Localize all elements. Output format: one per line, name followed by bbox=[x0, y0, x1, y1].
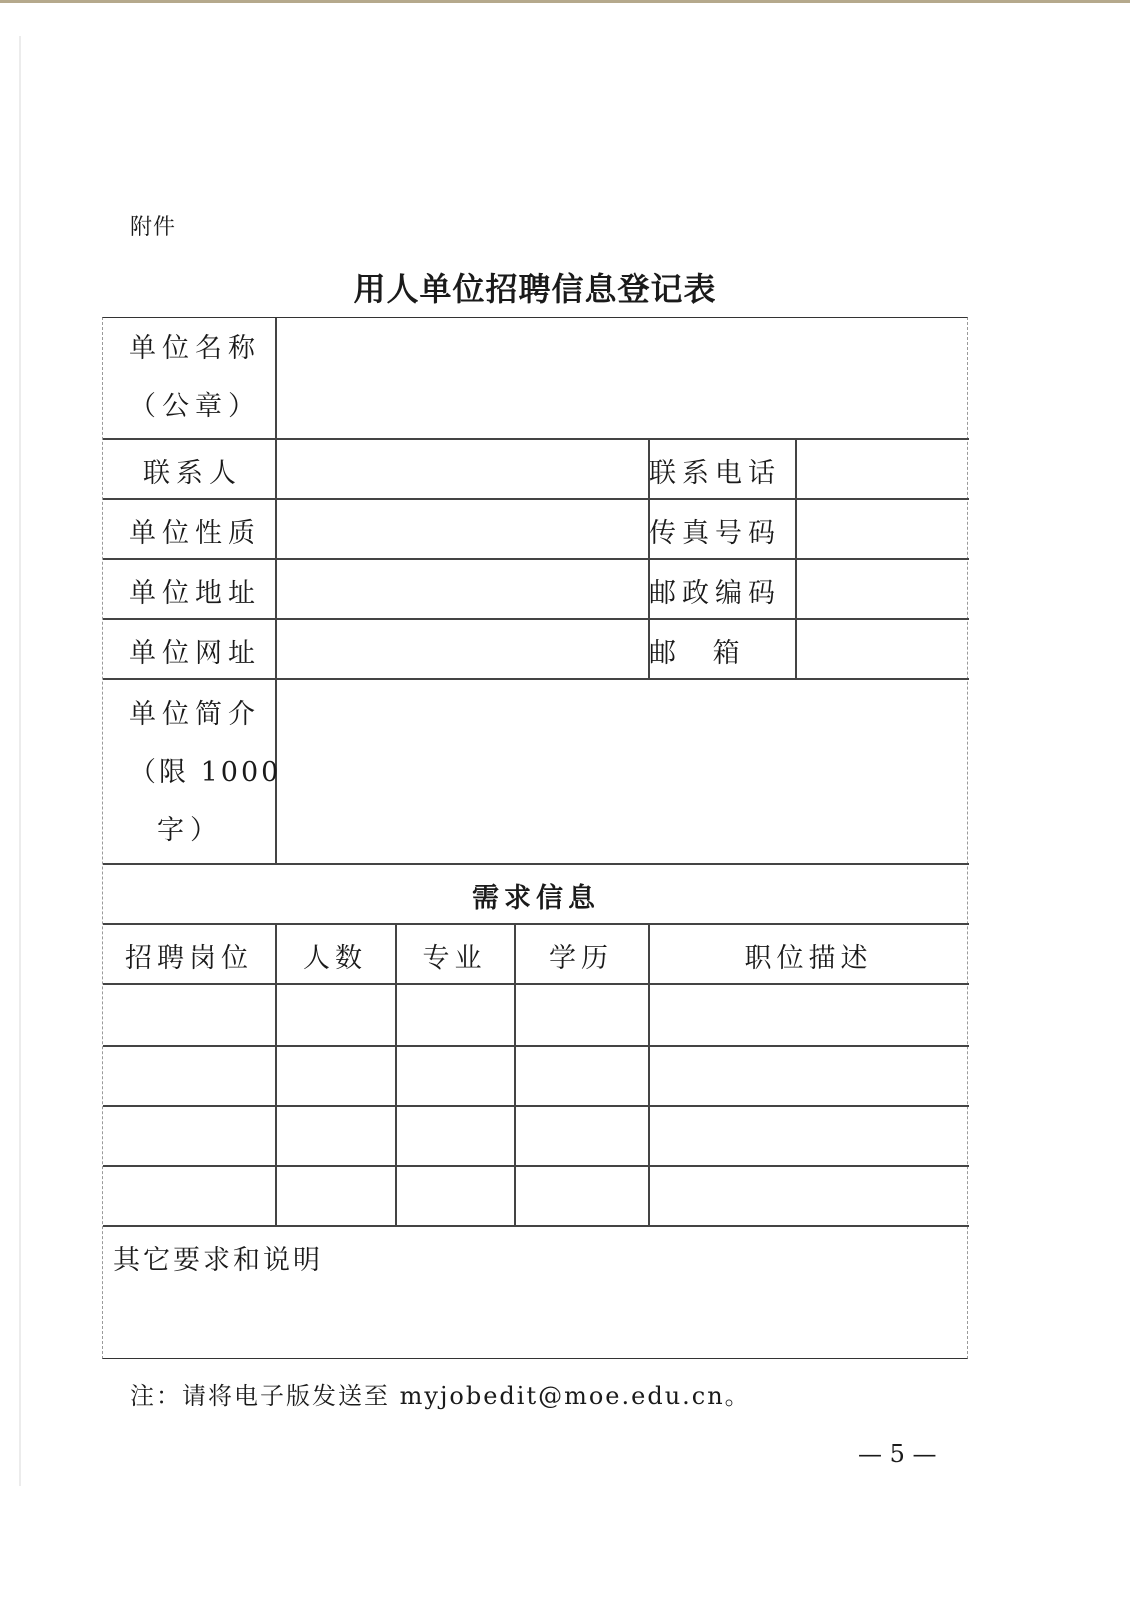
demand-section-title: 需求信息 bbox=[472, 883, 600, 914]
column-header-headcount: 人数 bbox=[303, 943, 367, 974]
unit-website-field[interactable] bbox=[277, 620, 647, 677]
other-requirements-field[interactable] bbox=[105, 1227, 967, 1357]
fax-field[interactable] bbox=[797, 500, 967, 557]
unit-address-label: 单位地址 bbox=[129, 578, 261, 609]
unit-website-label: 单位网址 bbox=[129, 638, 261, 669]
unit-intro-label-line1: 单位简介 bbox=[129, 699, 261, 730]
phone-field[interactable] bbox=[797, 440, 967, 497]
scan-edge-left bbox=[19, 36, 21, 1486]
column-header-job-description: 职位描述 bbox=[744, 943, 873, 974]
scan-edge-top bbox=[0, 0, 1130, 3]
contact-field[interactable] bbox=[277, 440, 647, 497]
unit-intro-label-line3: 字） bbox=[157, 815, 223, 846]
column-header-education: 学历 bbox=[549, 943, 613, 974]
email-field[interactable] bbox=[797, 620, 967, 677]
registration-form bbox=[102, 317, 968, 1359]
unit-intro-label-line2: （限 1000 bbox=[129, 757, 282, 788]
table-row[interactable] bbox=[103, 985, 969, 1044]
fax-label: 传真号码 bbox=[649, 518, 781, 549]
email-label: 邮 箱 bbox=[649, 638, 754, 669]
row-divider bbox=[103, 863, 969, 865]
unit-intro-field[interactable] bbox=[277, 680, 967, 862]
other-requirements-label: 其它要求和说明 bbox=[113, 1245, 323, 1276]
unit-nature-label: 单位性质 bbox=[129, 518, 261, 549]
contact-label: 联系人 bbox=[143, 458, 242, 489]
page-title: 用人单位招聘信息登记表 bbox=[353, 270, 717, 308]
submission-note: 注：请将电子版发送至 myjobedit@moe.edu.cn。 bbox=[130, 1382, 751, 1410]
unit-name-label: 单位名称 bbox=[129, 333, 261, 364]
unit-address-field[interactable] bbox=[277, 560, 647, 617]
table-row[interactable] bbox=[103, 1167, 969, 1224]
column-header-position: 招聘岗位 bbox=[125, 943, 253, 974]
attachment-label: 附件 bbox=[130, 215, 177, 240]
postcode-label: 邮政编码 bbox=[649, 578, 781, 609]
column-header-major: 专业 bbox=[422, 943, 487, 974]
table-row[interactable] bbox=[103, 1107, 969, 1164]
unit-nature-field[interactable] bbox=[277, 500, 647, 557]
table-row[interactable] bbox=[103, 1047, 969, 1104]
unit-seal-label: （公章） bbox=[129, 391, 261, 422]
unit-name-field[interactable] bbox=[277, 320, 967, 437]
postcode-field[interactable] bbox=[797, 560, 967, 617]
page-number: — 5 — bbox=[858, 1440, 937, 1468]
row-divider bbox=[103, 923, 969, 925]
phone-label: 联系电话 bbox=[649, 458, 781, 489]
